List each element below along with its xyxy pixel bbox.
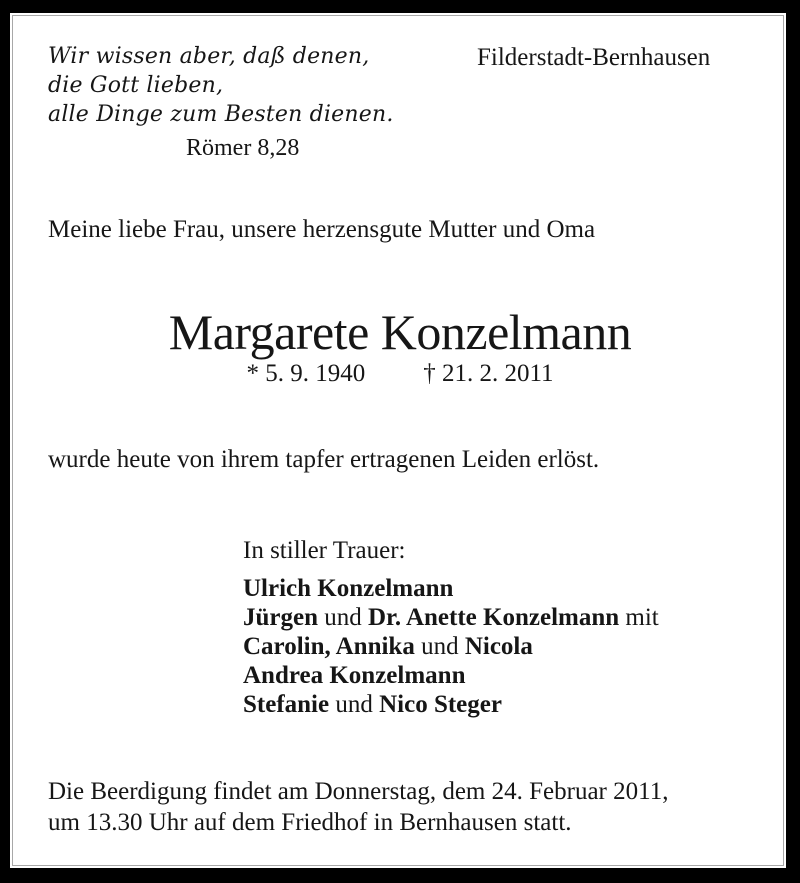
scripture-line-3: alle Dinge zum Besten dienen.	[48, 102, 394, 127]
mourner-line	[243, 632, 659, 661]
mourning-section	[243, 536, 659, 719]
intro-line: Meine liebe Frau, unsere herzensgute Mutter und Oma	[48, 216, 596, 243]
mourning-label: In stiller Trauer:	[243, 537, 406, 564]
scripture-line-2: die Gott lieben,	[48, 73, 224, 98]
mourners-list	[243, 574, 659, 719]
funeral-line-2: um 13.30 Uhr auf dem Friedhof in Bernhausen statt.	[48, 809, 572, 836]
scripture-reference: Römer 8,28	[186, 135, 300, 161]
deceased-name: Margarete Konzelmann	[168, 304, 632, 360]
funeral-line-1: Die Beerdigung findet am Donnerstag, dem 24. Februar 2011,	[48, 778, 669, 805]
mourner-name: Jürgen	[243, 604, 318, 631]
birth-date: * 5. 9. 1940	[246, 360, 366, 387]
mourner-line	[243, 690, 659, 719]
mourner-line	[243, 574, 659, 603]
mourner-line	[243, 603, 659, 632]
mourner-name: Carolin, Annika	[243, 633, 415, 660]
life-dates	[0, 360, 800, 388]
mourner-name: Andrea Konzelmann	[243, 662, 466, 689]
mourner-name: Nico Steger	[379, 691, 502, 718]
scripture-quote	[48, 42, 394, 163]
location-heading: Filderstadt-Bernhausen	[477, 44, 711, 71]
death-statement: wurde heute von ihrem tapfer ertragenen Leiden erlöst.	[48, 446, 600, 473]
mourner-name: Stefanie	[243, 691, 330, 718]
connector-text: und	[329, 691, 380, 718]
mourner-line	[243, 661, 659, 690]
mourner-name: Dr. Anette Konzelmann	[368, 604, 620, 631]
death-date: † 21. 2. 2011	[423, 360, 554, 387]
connector-text: mit	[619, 604, 659, 631]
scripture-line-1: Wir wissen aber, daß denen,	[48, 44, 370, 69]
connector-text: und	[414, 633, 465, 660]
connector-text: und	[318, 604, 368, 631]
mourner-name: Nicola	[464, 633, 533, 660]
funeral-info	[48, 776, 668, 838]
mourner-name: Ulrich Konzelmann	[243, 575, 454, 602]
